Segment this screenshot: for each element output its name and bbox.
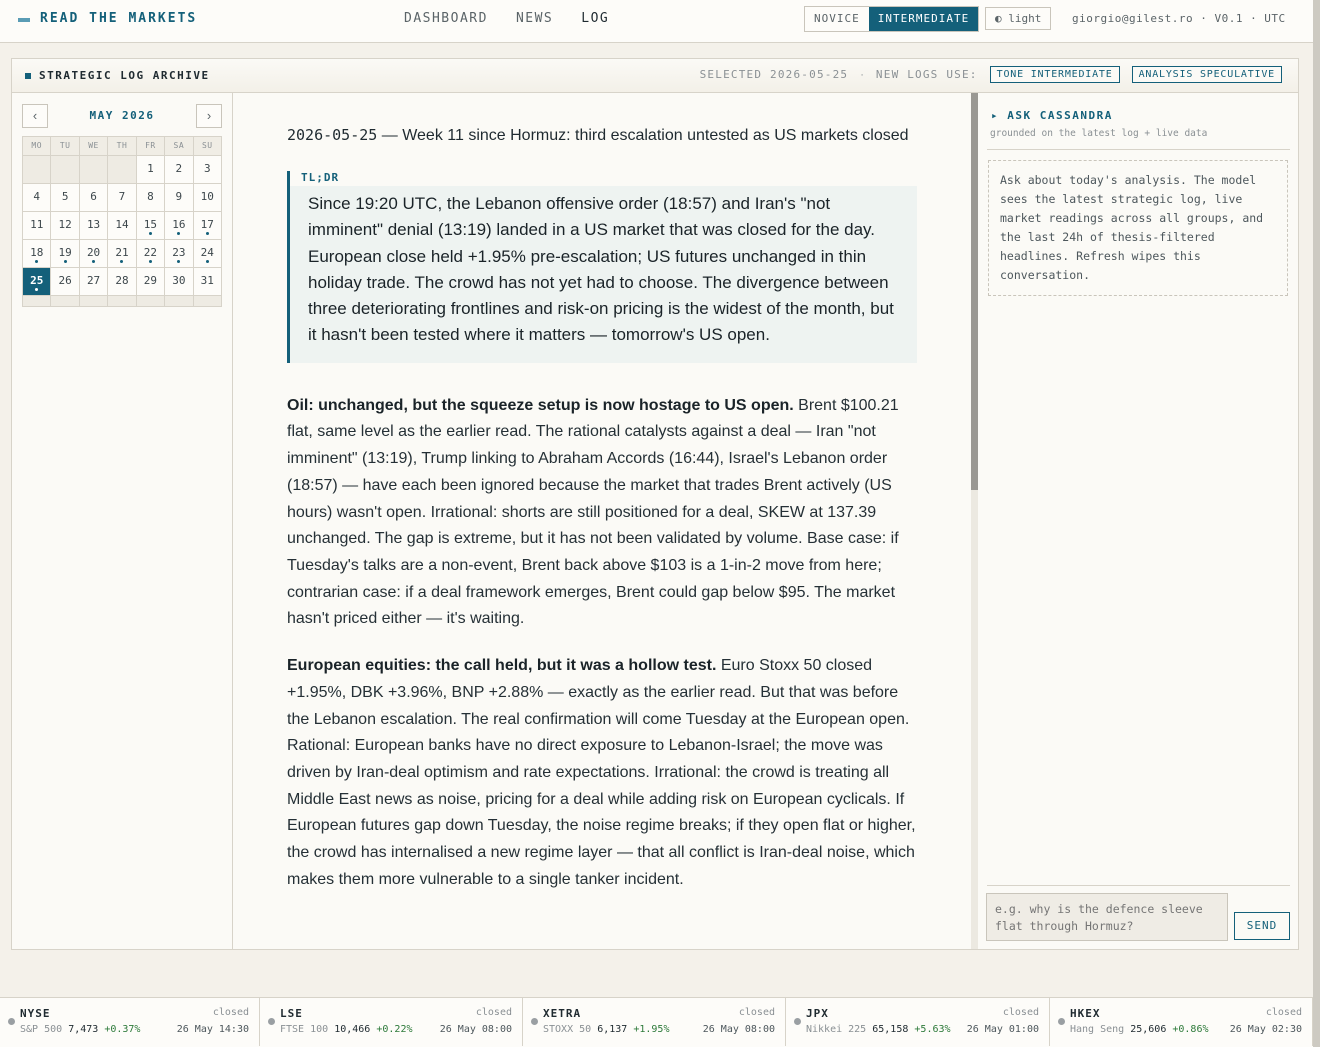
weekday-header: SA [165, 137, 193, 156]
log-scrollbar[interactable] [971, 93, 978, 949]
market-time: 26 May 08:00 [439, 1024, 512, 1035]
index-value: 65,158 [872, 1024, 909, 1035]
market-code: LSE [280, 1007, 303, 1020]
calendar-day-selected[interactable]: 25 [23, 268, 51, 296]
nav-log[interactable]: LOG [581, 11, 610, 26]
status-dot-icon [268, 1018, 275, 1025]
calendar-day[interactable]: 10 [194, 184, 222, 212]
market-ticker [0, 997, 1313, 1047]
index-change: +0.22% [376, 1024, 413, 1035]
calendar-empty-cell [137, 296, 165, 307]
ask-hint: Ask about today's analysis. The model sees the latest strategic log, live market readings across all groups, and the last 24h of thesis-filtered headlines. Refresh wipes this conversation. [988, 160, 1288, 296]
market-code: JPX [806, 1007, 829, 1020]
log-archive-panel [11, 58, 1299, 950]
calendar-day[interactable]: 22 [137, 240, 165, 268]
selected-date-label: SELECTED 2026-05-25 [699, 68, 849, 81]
log-paragraph-oil [287, 393, 917, 633]
market-status: closed [738, 1007, 775, 1018]
status-dot-icon [8, 1018, 15, 1025]
brand-name: READ THE MARKETS [40, 11, 198, 26]
market-status: closed [1002, 1007, 1039, 1018]
calendar-day[interactable]: 30 [165, 268, 193, 296]
market-hkex[interactable] [1050, 998, 1313, 1046]
calendar-empty-cell [23, 296, 51, 307]
calendar-day[interactable]: 1 [137, 156, 165, 184]
level-intermediate-button[interactable]: INTERMEDIATE [869, 7, 978, 31]
calendar-day[interactable]: 24 [194, 240, 222, 268]
market-jpx[interactable] [786, 998, 1050, 1046]
next-month-button[interactable]: › [196, 104, 222, 128]
index-value: 6,137 [597, 1024, 628, 1035]
market-index [1070, 1024, 1209, 1035]
weekday-header: TU [51, 137, 79, 156]
panel-title [25, 69, 210, 82]
index-name: Nikkei 225 [806, 1024, 867, 1035]
separator: · [860, 68, 864, 81]
calendar-grid [22, 136, 222, 307]
ask-subtitle: grounded on the latest log + live data [990, 128, 1208, 139]
level-toggle [804, 6, 979, 32]
panel-header [12, 59, 1298, 93]
calendar-empty-cell [51, 156, 79, 184]
log-article [287, 122, 917, 893]
calendar-empty-cell [165, 296, 193, 307]
divider [987, 149, 1290, 150]
nav-news[interactable]: NEWS [515, 11, 554, 26]
market-nyse[interactable] [0, 998, 260, 1046]
calendar-day[interactable]: 28 [108, 268, 136, 296]
panel-meta [700, 66, 1282, 83]
status-dot-icon [531, 1018, 538, 1025]
calendar-empty-cell [51, 296, 79, 307]
divider [987, 885, 1290, 886]
paragraph-body: Brent $100.21 flat, same level as the earlier read. The rational catalysts against a deal — Iran "not imminent" (13:19), Trump linking to Abraham Accords (16:44), Israel's Lebanon order (18:57) — have each been ignored because the market that trades Brent actively (US hours) wasn't open. Irrational: shorts are still positioned for a deal, SKEW at 137.39 unchanged. The gap is extreme, but it has not been validated by volume. Base case: if Tuesday's talks are a non-event, Brent back above $103 is a 1-in-2 move from here; contrarian case: if a deal framework emerges, Brent could gap below $95. The market hasn't priced either — it's waiting. [287, 396, 899, 628]
calendar-day[interactable]: 9 [165, 184, 193, 212]
ask-title[interactable]: ▸ ASK CASSANDRA [991, 109, 1113, 122]
market-status: closed [475, 1007, 512, 1018]
status-dot-icon [794, 1018, 801, 1025]
index-change: +5.63% [914, 1024, 951, 1035]
market-code: HKEX [1070, 1007, 1101, 1020]
market-status: closed [1265, 1007, 1302, 1018]
calendar-day[interactable]: 23 [165, 240, 193, 268]
theme-toggle-button[interactable]: ◐ light [985, 7, 1051, 30]
weekday-header: TH [108, 137, 136, 156]
calendar-day[interactable]: 11 [23, 212, 51, 240]
index-name: Hang Seng [1070, 1024, 1125, 1035]
calendar-empty-cell [80, 296, 108, 307]
calendar-empty-cell [108, 156, 136, 184]
log-content [234, 93, 971, 949]
log-date: 2026-05-25 [287, 126, 378, 144]
market-time: 26 May 01:00 [966, 1024, 1039, 1035]
calendar-day[interactable]: 31 [194, 268, 222, 296]
weekday-header: FR [137, 137, 165, 156]
weekday-header: SU [194, 137, 222, 156]
user-info: giorgio@gilest.ro · V0.1 · UTC [1072, 12, 1286, 25]
send-button[interactable]: SEND [1234, 912, 1290, 940]
calendar-day[interactable]: 8 [137, 184, 165, 212]
weekday-header: MO [23, 137, 51, 156]
square-icon [25, 73, 31, 79]
index-change: +1.95% [633, 1024, 670, 1035]
calendar-day[interactable]: 19 [51, 240, 79, 268]
calendar-day[interactable]: 4 [23, 184, 51, 212]
index-name: STOXX 50 [543, 1024, 592, 1035]
tldr-text: Since 19:20 UTC, the Lebanon offensive order (18:57) and Iran's "not imminent" denial (13:19) landed in a US market that was closed for the day. European close held +1.95% pre-escalation; US futures unchanged in thin holiday trade. The crowd has not yet had to choose. The divergence between three deteriorating frontlines and risk-on pricing is the widest of the month, but it hasn't been tested where it matters — tomorrow's US open. [290, 186, 917, 363]
log-title [287, 122, 917, 149]
nav-dashboard[interactable]: DASHBOARD [404, 11, 488, 26]
calendar-day[interactable]: 3 [194, 156, 222, 184]
index-value: 25,606 [1130, 1024, 1167, 1035]
calendar-day[interactable]: 15 [137, 212, 165, 240]
page-scrollbar[interactable] [1313, 0, 1320, 1047]
paragraph-lead: European equities: the call held, but it was a hollow test. [287, 657, 717, 675]
calendar-empty-cell [80, 156, 108, 184]
calendar-day[interactable]: 18 [23, 240, 51, 268]
ask-cassandra-panel [978, 93, 1298, 949]
market-code: NYSE [20, 1007, 51, 1020]
calendar-day[interactable]: 21 [108, 240, 136, 268]
log-paragraph-equities [287, 653, 917, 893]
index-name: S&P 500 [20, 1024, 63, 1035]
market-index [280, 1024, 412, 1035]
calendar-empty-cell [194, 296, 222, 307]
market-index [20, 1024, 140, 1035]
level-novice-button[interactable]: NOVICE [814, 12, 860, 25]
index-value: 10,466 [334, 1024, 371, 1035]
calendar-empty-cell [108, 296, 136, 307]
index-value: 7,473 [68, 1024, 99, 1035]
calendar-day[interactable]: 17 [194, 212, 222, 240]
brand-logo-icon [18, 18, 30, 22]
calendar [12, 93, 233, 949]
market-status: closed [212, 1007, 249, 1018]
ask-question-input[interactable] [986, 893, 1228, 941]
log-title-text: — Week 11 since Hormuz: third escalation untested as US markets closed [377, 127, 909, 144]
main-nav [404, 11, 609, 26]
calendar-day[interactable]: 2 [165, 156, 193, 184]
market-xetra[interactable] [523, 998, 786, 1046]
market-time: 26 May 08:00 [702, 1024, 775, 1035]
calendar-day[interactable]: 29 [137, 268, 165, 296]
weekday-header: WE [80, 137, 108, 156]
analysis-tag[interactable]: ANALYSIS SPECULATIVE [1132, 66, 1282, 83]
paragraph-body: Euro Stoxx 50 closed +1.95%, DBK +3.96%, BNP +2.88% — exactly as the earlier read. But that was before the Lebanon escalation. The real confirmation will come Tuesday at the European open. Rational: European banks have no direct exposure to Lebanon-Israel; the move was driven by Iran-deal optimism and rate expectations. Irrational: the crowd is treating all Middle East news as noise, pricing for a deal while adding risk on European cyclicals. If European futures gap down Tuesday, the noise regime breaks; if they open flat or higher, the crowd has internalised a new regime layer — that all conflict is Iran-deal noise, which makes them more vulnerable to a single tanker incident. [287, 657, 916, 888]
calendar-day[interactable]: 7 [108, 184, 136, 212]
market-index [806, 1024, 951, 1035]
paragraph-lead: Oil: unchanged, but the squeeze setup is now hostage to US open. [287, 396, 794, 414]
status-dot-icon [1058, 1018, 1065, 1025]
index-change: +0.86% [1172, 1024, 1209, 1035]
market-code: XETRA [543, 1007, 582, 1020]
calendar-day[interactable]: 26 [51, 268, 79, 296]
calendar-day[interactable]: 5 [51, 184, 79, 212]
market-time: 26 May 02:30 [1229, 1024, 1302, 1035]
calendar-day[interactable]: 13 [80, 212, 108, 240]
index-change: +0.37% [104, 1024, 141, 1035]
tldr-label: TL;DR [301, 171, 340, 184]
market-index [543, 1024, 669, 1035]
calendar-day[interactable]: 27 [80, 268, 108, 296]
market-time: 26 May 14:30 [176, 1024, 249, 1035]
calendar-day[interactable]: 6 [80, 184, 108, 212]
calendar-month-label: MAY 2026 [89, 109, 155, 122]
index-name: FTSE 100 [280, 1024, 329, 1035]
tone-tag[interactable]: TONE INTERMEDIATE [990, 66, 1120, 83]
calendar-empty-cell [23, 156, 51, 184]
market-lse[interactable] [260, 998, 523, 1046]
calendar-day[interactable]: 12 [51, 212, 79, 240]
brand[interactable] [18, 11, 197, 26]
prev-month-button[interactable]: ‹ [22, 104, 48, 128]
calendar-day[interactable]: 14 [108, 212, 136, 240]
top-bar [0, 0, 1313, 43]
panel-title-text: STRATEGIC LOG ARCHIVE [39, 69, 210, 82]
calendar-nav [22, 104, 222, 128]
scrollbar-thumb[interactable] [971, 93, 978, 490]
new-logs-label: NEW LOGS USE: [875, 68, 978, 81]
calendar-day[interactable]: 20 [80, 240, 108, 268]
calendar-day[interactable]: 16 [165, 212, 193, 240]
tldr-block [287, 171, 917, 363]
